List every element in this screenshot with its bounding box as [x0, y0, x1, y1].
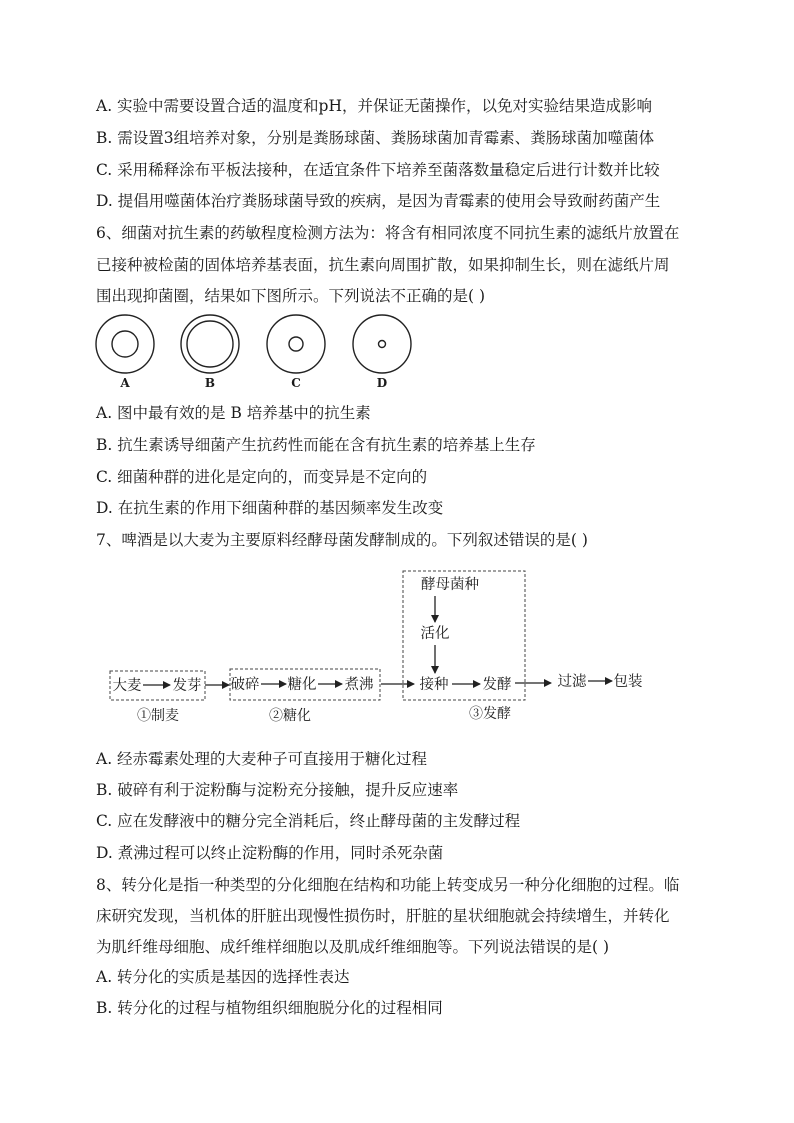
plate-label-a: A — [120, 376, 130, 390]
node-filter: 过滤 — [557, 674, 587, 690]
plate-label-b: B — [204, 376, 216, 390]
q6-stem-line-1: 6、细菌对抗生素的药敏程度检测方法为：将含有相同浓度不同抗生素的滤纸片放置在 — [96, 224, 680, 242]
node-ferment: 发酵 — [482, 677, 512, 693]
q8-option-b: B. 转分化的过程与植物组织细胞脱分化的过程相同 — [96, 999, 443, 1017]
node-crush: 破碎 — [230, 677, 260, 693]
q8-stem-line-3: 为肌纤维母细胞、成纤维样细胞以及肌成纤维细胞等。下列说法错误的是( ) — [96, 938, 610, 956]
q5-option-c: C. 采用稀释涂布平板法接种，在适宜条件下培养至菌落数量稳定后进行计数并比较 — [96, 161, 660, 179]
plate-a-outer — [96, 315, 154, 373]
stage3-label: ③发酵 — [469, 706, 511, 722]
node-pack: 包装 — [613, 674, 643, 690]
plate-d-outer — [353, 315, 411, 373]
q7-option-a: A. 经赤霉素处理的大麦种子可直接用于糖化过程 — [96, 750, 428, 768]
q7-stem: 7、啤酒是以大麦为主要原料经酵母菌发酵制成的。下列叙述错误的是( ) — [96, 531, 588, 549]
q5-option-d: D. 提倡用噬菌体治疗粪肠球菌导致的疾病，是因为青霉素的使用会导致耐药菌产生 — [96, 192, 661, 210]
plate-b-outer — [181, 315, 239, 373]
plate-a-zone — [112, 331, 138, 357]
node-sprout: 发芽 — [172, 678, 202, 694]
stage2-label: ②糖化 — [269, 708, 311, 724]
inhibition-zone-figure — [0, 0, 794, 400]
node-barley: 大麦 — [112, 678, 142, 694]
q5-option-b: B. 需设置3组培养对象，分别是粪肠球菌、粪肠球菌加青霉素、粪肠球菌加噬菌体 — [96, 129, 655, 147]
q6-option-a: A. 图中最有效的是 B 培养基中的抗生素 — [96, 404, 371, 422]
plate-c-outer — [267, 315, 325, 373]
beer-process-flowchart — [0, 560, 794, 730]
q6-option-b: B. 抗生素诱导细菌产生抗药性而能在含有抗生素的培养基上生存 — [96, 436, 536, 454]
stage1-label: ①制麦 — [137, 708, 179, 724]
q6-stem-line-3: 围出现抑菌圈，结果如下图所示。下列说法不正确的是( ) — [96, 287, 486, 305]
q6-stem-line-2: 已接种被检菌的固体培养基表面，抗生素向周围扩散，如果抑制生长，则在滤纸片周 — [96, 256, 670, 274]
node-activate: 活化 — [420, 626, 450, 642]
plate-c-zone — [289, 337, 303, 351]
q5-option-a: A. 实验中需要设置合适的温度和pH，并保证无菌操作，以免对实验结果造成影响 — [96, 97, 652, 115]
q8-option-a: A. 转分化的实质是基因的选择性表达 — [96, 968, 350, 986]
node-saccharify: 糖化 — [287, 677, 317, 693]
node-inoculate: 接种 — [419, 677, 449, 693]
plate-label-d: D — [376, 376, 388, 390]
node-boil: 煮沸 — [344, 677, 374, 693]
q6-option-d: D. 在抗生素的作用下细菌种群的基因频率发生改变 — [96, 499, 444, 517]
q7-option-b: B. 破碎有利于淀粉酶与淀粉充分接触，提升反应速率 — [96, 781, 459, 799]
q8-stem-line-1: 8、转分化是指一种类型的分化细胞在结构和功能上转变成另一种分化细胞的过程。临 — [96, 876, 680, 894]
plate-label-c: C — [291, 376, 301, 390]
q7-option-c: C. 应在发酵液中的糖分完全消耗后，终止酵母菌的主发酵过程 — [96, 812, 521, 830]
plate-d-zone — [379, 341, 386, 348]
q6-option-c: C. 细菌种群的进化是定向的，而变异是不定向的 — [96, 468, 428, 486]
node-yeast: 酵母菌种 — [421, 577, 479, 593]
plate-b-zone — [187, 321, 233, 367]
q7-option-d: D. 煮沸过程可以终止淀粉酶的作用，同时杀死杂菌 — [96, 844, 444, 862]
q8-stem-line-2: 床研究发现，当机体的肝脏出现慢性损伤时，肝脏的星状细胞就会持续增生，并转化 — [96, 907, 670, 925]
